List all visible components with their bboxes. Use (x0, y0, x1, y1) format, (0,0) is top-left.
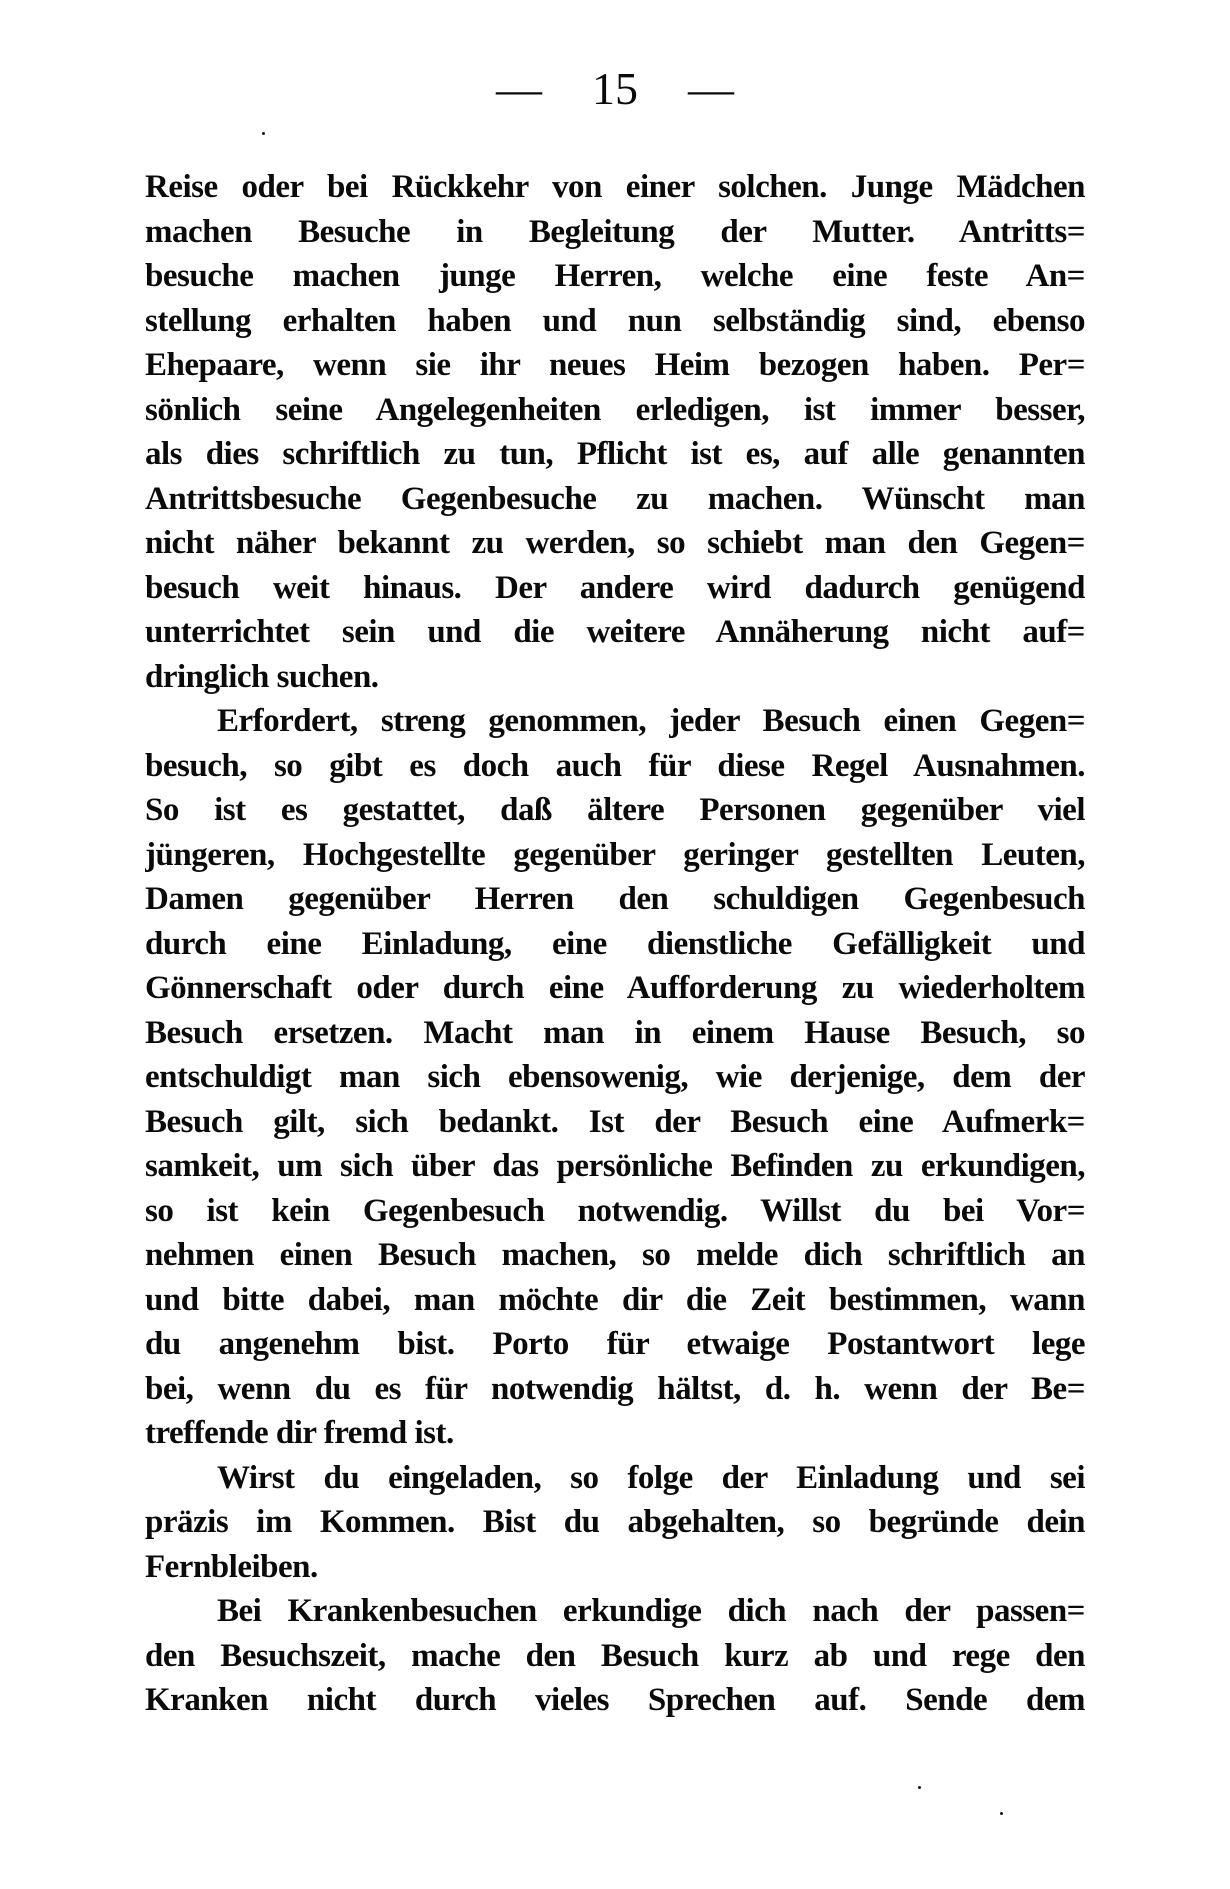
text-line: bei, wenn du es für notwendig hältst, d. h. wenn der Be= (145, 1370, 1085, 1407)
header-dash-right: — (688, 63, 734, 114)
page-header (145, 63, 1085, 114)
page-number: 15 (592, 63, 638, 114)
text-line: dringlich suchen. (145, 658, 379, 695)
text-line: treffende dir fremd ist. (145, 1415, 454, 1451)
text-line: Gönnerschaft oder durch eine Aufforderung zu wiederholtem (145, 970, 1085, 1006)
text-line: so ist kein Gegenbesuch notwendig. Willst du bei Vor= (145, 1192, 1085, 1229)
paragraph (145, 165, 1085, 699)
text-line: durch eine Einladung, eine dienstliche Gefälligkeit und (145, 925, 1085, 962)
paragraph (145, 1456, 1085, 1590)
paragraph (145, 1589, 1085, 1723)
text-block (145, 165, 1085, 1723)
text-line: stellung erhalten haben und nun selbständig sind, ebenso (145, 302, 1085, 339)
text-line: entschuldigt man sich ebensowenig, wie derjenige, dem der (145, 1059, 1085, 1095)
text-line: Wirst du eingeladen, so folge der Einladung und sei (217, 1459, 1085, 1496)
header-dash-left: — (496, 63, 542, 114)
text-line: Besuch gilt, sich bedankt. Ist der Besuch eine Aufmerk= (145, 1103, 1085, 1140)
text-line: So ist es gestattet, daß ältere Personen gegenüber viel (145, 792, 1085, 828)
text-line: den Besuchszeit, mache den Besuch kurz ab und rege den (145, 1637, 1085, 1674)
text-line: Erfordert, streng genommen, jeder Besuch einen Gegen= (217, 703, 1085, 739)
scan-speck (262, 132, 265, 135)
scan-speck (918, 1786, 921, 1789)
text-line: Besuch ersetzen. Macht man in einem Hause Besuch, so (145, 1014, 1085, 1051)
text-line: samkeit, um sich über das persönliche Befinden zu erkundigen, (145, 1148, 1085, 1184)
text-line: präzis im Kommen. Bist du abgehalten, so begründe dein (145, 1504, 1085, 1540)
text-line: Antrittsbesuche Gegenbesuche zu machen. Wünscht man (145, 480, 1085, 517)
text-line: nehmen einen Besuch machen, so melde dich schriftlich an (145, 1237, 1085, 1273)
text-line: nicht näher bekannt zu werden, so schiebt man den Gegen= (145, 525, 1085, 561)
text-line: du angenehm bist. Porto für etwaige Postantwort lege (145, 1326, 1085, 1362)
text-line: sönlich seine Angelegenheiten erledigen, ist immer besser, (145, 391, 1085, 428)
scan-speck (1000, 1812, 1003, 1815)
text-line: besuch weit hinaus. Der andere wird dadurch genügend (145, 569, 1085, 606)
text-line: Fernbleiben. (145, 1548, 318, 1585)
text-line: machen Besuche in Begleitung der Mutter. Antritts= (145, 213, 1085, 250)
text-line: und bitte dabei, man möchte dir die Zeit bestimmen, wann (145, 1281, 1085, 1318)
text-line: Reise oder bei Rückkehr von einer solchen. Junge Mädchen (145, 169, 1085, 205)
paragraph (145, 699, 1085, 1456)
text-line: unterrichtet sein und die weitere Annäherung nicht auf= (145, 614, 1085, 650)
text-line: Kranken nicht durch vieles Sprechen auf. Sende dem (145, 1682, 1085, 1718)
text-line: besuche machen junge Herren, welche eine feste An= (145, 258, 1085, 294)
text-line: besuch, so gibt es doch auch für diese Regel Ausnahmen. (145, 747, 1085, 784)
text-line: jüngeren, Hochgestellte gegenüber geringer gestellten Leuten, (145, 836, 1085, 873)
text-line: Ehepaare, wenn sie ihr neues Heim bezogen haben. Per= (145, 347, 1085, 383)
text-line: Bei Krankenbesuchen erkundige dich nach der passen= (217, 1593, 1085, 1629)
text-line: Damen gegenüber Herren den schuldigen Gegenbesuch (145, 881, 1085, 917)
text-line: als dies schriftlich zu tun, Pflicht ist es, auf alle genannten (145, 436, 1085, 472)
